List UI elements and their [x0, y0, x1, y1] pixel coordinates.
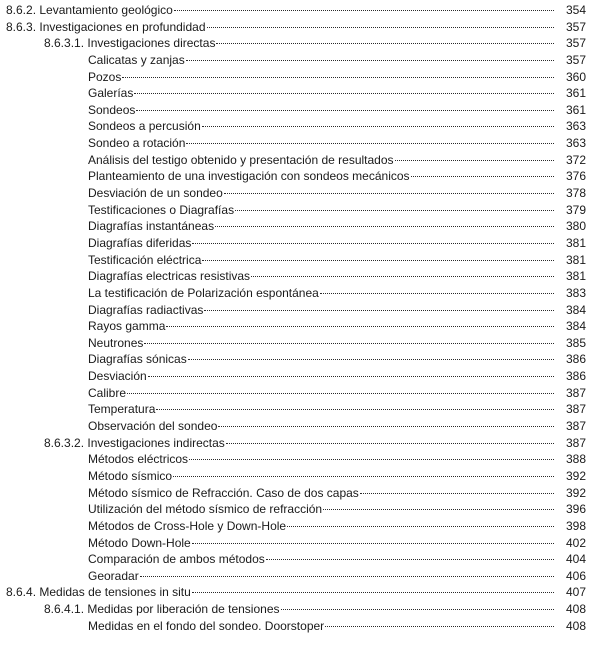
toc-entry-title — [44, 35, 215, 52]
toc-entry-text: Diagrafías electricas resistivas — [88, 269, 251, 284]
dot-leader — [127, 393, 554, 394]
toc-entry-text: Métodos de Cross-Hole y Down-Hole — [88, 518, 287, 533]
toc-entry-text: Comparación de ambos métodos — [88, 552, 265, 567]
dot-leader — [144, 343, 554, 344]
toc-entry-title — [88, 85, 133, 102]
dot-leader — [218, 426, 554, 427]
toc-entry-page: 386 — [565, 369, 586, 384]
toc-entry-title — [6, 19, 206, 36]
toc-entry-title — [88, 52, 185, 69]
toc-entry-title — [88, 518, 286, 535]
toc-entry-page: 376 — [565, 169, 586, 184]
toc-entry-text: Calicatas y zanjas — [88, 52, 185, 67]
toc-entry[interactable] — [0, 318, 600, 335]
toc-entry-text: Neutrones — [88, 335, 144, 350]
toc-entry-page: 388 — [565, 452, 586, 467]
toc-entry-title — [88, 168, 410, 185]
toc-entry-page: 408 — [565, 602, 586, 617]
toc-entry-text: Testificaciones o Diagrafías — [88, 202, 235, 217]
toc-entry[interactable] — [0, 568, 600, 585]
toc-entry[interactable] — [0, 335, 600, 352]
toc-entry-text: Georadar — [88, 568, 139, 583]
toc-entry-title — [88, 69, 121, 86]
toc-entry-page: 372 — [565, 152, 586, 167]
toc-entry-text: Diagrafías diferidas — [88, 235, 192, 250]
toc-entry-title — [44, 435, 225, 452]
dot-leader — [207, 27, 555, 28]
dot-leader — [202, 260, 554, 261]
toc-entry-page: 361 — [565, 102, 586, 117]
dot-leader — [325, 626, 554, 627]
toc-entry-page: 360 — [565, 69, 586, 84]
toc-entry-title — [88, 401, 155, 418]
toc-entry-text: La testificación de Polarización espontánea — [88, 285, 319, 300]
dot-leader — [134, 93, 554, 94]
dot-leader — [192, 243, 554, 244]
toc-entry-title — [88, 302, 203, 319]
toc-entry-title — [88, 285, 319, 302]
toc-entry-title — [88, 202, 234, 219]
toc-entry-title — [88, 418, 217, 435]
toc-entry[interactable] — [0, 185, 600, 202]
toc-entry-page: 386 — [565, 352, 586, 367]
toc-entry-page: 379 — [565, 202, 586, 217]
toc-entry-title — [6, 2, 173, 19]
toc-entry-text: Medidas de tensiones in situ — [39, 585, 191, 600]
toc-entry-page: 357 — [565, 19, 586, 34]
toc-entry-page: 361 — [565, 86, 586, 101]
toc-entry-text: Galerías — [88, 86, 134, 101]
toc-entry-title — [88, 268, 250, 285]
toc-entry-title — [88, 318, 165, 335]
toc-entry-page: 387 — [565, 435, 586, 450]
dot-leader — [188, 359, 554, 360]
toc-entry-text: Observación del sondeo — [88, 419, 218, 434]
toc-entry-title — [88, 468, 172, 485]
toc-entry[interactable] — [0, 235, 600, 252]
toc-entry-text: Investigaciones directas — [87, 36, 216, 51]
toc-entry[interactable] — [0, 601, 600, 618]
toc-entry[interactable] — [0, 168, 600, 185]
dot-leader — [136, 110, 554, 111]
dot-leader — [122, 77, 554, 78]
toc-entry[interactable] — [0, 501, 600, 518]
toc-entry-title — [88, 368, 147, 385]
dot-leader — [215, 226, 554, 227]
toc-entry[interactable] — [0, 35, 600, 52]
dot-leader — [235, 210, 554, 211]
toc-entry[interactable] — [0, 268, 600, 285]
dot-leader — [224, 193, 554, 194]
toc-entry[interactable] — [0, 19, 600, 36]
toc-entry-page: 363 — [565, 136, 586, 151]
toc-entry-title — [88, 218, 214, 235]
toc-entry-title — [88, 451, 188, 468]
toc-entry[interactable] — [0, 468, 600, 485]
dot-leader — [287, 526, 554, 527]
toc-entry-page: 363 — [565, 119, 586, 134]
toc-entry-page: 404 — [565, 552, 586, 567]
toc-entry-page: 384 — [565, 302, 586, 317]
toc-entry[interactable] — [0, 252, 600, 269]
toc-entry-text: Método sísmico — [88, 468, 173, 483]
toc-entry-title — [88, 501, 322, 518]
toc-entry-text: Planteamiento de una investigación con sondeos mecánicos — [88, 169, 410, 184]
toc-entry-text: Desviación de un sondeo — [88, 186, 223, 201]
dot-leader — [156, 409, 554, 410]
dot-leader — [360, 493, 554, 494]
toc-entry-text: Investigaciones indirectas — [87, 435, 225, 450]
toc-entry-text: Medidas por liberación de tensiones — [87, 602, 280, 617]
toc-entry-text: Pozos — [88, 69, 122, 84]
toc-entry[interactable] — [0, 135, 600, 152]
toc-entry-text: Sondeo a rotación — [88, 136, 186, 151]
toc-entry-title — [88, 118, 201, 135]
toc-entry-text: Análisis del testigo obtenido y presentación de resultados — [88, 152, 394, 167]
toc-entry-text: Rayos gamma — [88, 319, 166, 334]
toc-entry-number: 8.6.4.1. — [44, 602, 85, 617]
dot-leader — [226, 443, 554, 444]
dot-leader — [216, 43, 554, 44]
toc-entry-title — [88, 618, 324, 635]
toc-entry-text: Sondeos a percusión — [88, 119, 201, 134]
toc-entry-page: 392 — [565, 485, 586, 500]
dot-leader — [186, 143, 554, 144]
toc-entry-title — [88, 252, 201, 269]
toc-entry[interactable] — [0, 85, 600, 102]
dot-leader — [323, 509, 554, 510]
dot-leader — [411, 176, 554, 177]
toc-entry-page: 381 — [565, 235, 586, 250]
toc-entry-page: 392 — [565, 468, 586, 483]
toc-entry-title — [88, 551, 265, 568]
toc-entry-text: Levantamiento geológico — [39, 3, 173, 17]
toc-entry-page: 387 — [565, 419, 586, 434]
toc-entry[interactable] — [0, 152, 600, 169]
toc-entry-title — [6, 584, 191, 601]
toc-entry[interactable] — [0, 302, 600, 319]
toc-entry[interactable] — [0, 418, 600, 435]
toc-entry-page: 378 — [565, 186, 586, 201]
toc-entry-text: Métodos eléctricos — [88, 452, 189, 467]
toc-entry[interactable] — [0, 385, 600, 402]
toc-entry[interactable] — [0, 551, 600, 568]
toc-entry-number: 8.6.4. — [6, 585, 37, 600]
toc-entry-title — [88, 235, 191, 252]
dot-leader — [192, 543, 554, 544]
dot-leader — [204, 310, 554, 311]
toc-entry[interactable] — [0, 435, 600, 452]
toc-entry-title — [88, 385, 126, 402]
toc-entry[interactable] — [0, 618, 600, 635]
toc-entry-page: 380 — [565, 219, 586, 234]
toc-entry-text: Medidas en el fondo del sondeo. Doorstoper — [88, 618, 325, 633]
toc-entry-number: 8.6.2. — [6, 3, 37, 17]
dot-leader — [202, 126, 554, 127]
toc-entry-title — [88, 485, 359, 502]
toc-entry-page: 383 — [565, 285, 586, 300]
dot-leader — [174, 10, 554, 11]
toc-entry[interactable] — [0, 518, 600, 535]
toc-entry[interactable] — [0, 368, 600, 385]
toc-entry-number: 8.6.3.1. — [44, 36, 85, 51]
toc-entry-page: 354 — [565, 3, 586, 17]
dot-leader — [192, 592, 554, 593]
toc-entry-text: Método Down-Hole — [88, 535, 191, 550]
toc-entry-title — [88, 135, 185, 152]
toc-entry[interactable] — [0, 69, 600, 86]
toc-entry-number: 8.6.3.2. — [44, 435, 85, 450]
toc-entry[interactable] — [0, 218, 600, 235]
toc-entry-page: 398 — [565, 518, 586, 533]
toc-entry-text: Testificación eléctrica — [88, 252, 202, 267]
toc-entry[interactable] — [0, 485, 600, 502]
dot-leader — [189, 459, 554, 460]
toc-entry[interactable] — [0, 535, 600, 552]
toc-entry-page: 381 — [565, 252, 586, 267]
toc-entry-text: Utilización del método sísmico de refracción — [88, 502, 323, 517]
dot-leader — [281, 609, 555, 610]
toc-entry-page: 396 — [565, 502, 586, 517]
dot-leader — [395, 160, 554, 161]
toc-entry-text: Temperatura — [88, 402, 156, 417]
toc-entry-page: 387 — [565, 402, 586, 417]
toc-entry-text: Diagrafías sónicas — [88, 352, 187, 367]
toc-entry[interactable] — [0, 202, 600, 219]
toc-entry[interactable] — [0, 451, 600, 468]
toc-entry-text: Desviación — [88, 369, 147, 384]
dot-leader — [140, 576, 554, 577]
toc-entry[interactable] — [0, 2, 600, 19]
toc-entry[interactable] — [0, 52, 600, 69]
toc-entry[interactable] — [0, 118, 600, 135]
toc-entry-page: 408 — [565, 618, 586, 633]
toc-entry[interactable] — [0, 584, 600, 601]
dot-leader — [166, 326, 554, 327]
toc-entry-title — [44, 601, 280, 618]
toc-entry[interactable] — [0, 102, 600, 119]
toc-entry-text: Método sísmico de Refracción. Caso de dos capas — [88, 485, 359, 500]
toc-entry-text: Diagrafías instantáneas — [88, 219, 215, 234]
dot-leader — [186, 60, 554, 61]
toc-entry-number: 8.6.3. — [6, 19, 37, 34]
dot-leader — [251, 276, 554, 277]
toc-entry-page: 384 — [565, 319, 586, 334]
table-of-contents — [0, 2, 600, 634]
toc-entry[interactable] — [0, 285, 600, 302]
toc-entry-text: Diagrafías radiactivas — [88, 302, 204, 317]
toc-entry-page: 357 — [565, 36, 586, 51]
toc-entry-text: Sondeos — [88, 102, 136, 117]
toc-entry-title — [88, 568, 139, 585]
toc-entry-page: 387 — [565, 385, 586, 400]
toc-entry-page: 385 — [565, 335, 586, 350]
toc-entry-page: 357 — [565, 52, 586, 67]
toc-entry-text: Investigaciones en profundidad — [39, 19, 206, 34]
dot-leader — [148, 376, 554, 377]
toc-entry-title — [88, 335, 143, 352]
dot-leader — [320, 293, 554, 294]
toc-entry-title — [88, 535, 191, 552]
toc-entry-page: 402 — [565, 535, 586, 550]
toc-entry[interactable] — [0, 351, 600, 368]
toc-entry-title — [88, 102, 135, 119]
toc-entry-page: 381 — [565, 269, 586, 284]
dot-leader — [173, 476, 554, 477]
toc-entry-title — [88, 185, 223, 202]
toc-entry-text: Calibre — [88, 385, 127, 400]
toc-entry-title — [88, 152, 394, 169]
toc-entry-page: 406 — [565, 568, 586, 583]
toc-entry[interactable] — [0, 401, 600, 418]
dot-leader — [266, 559, 554, 560]
toc-entry-page: 407 — [565, 585, 586, 600]
toc-entry-title — [88, 351, 187, 368]
